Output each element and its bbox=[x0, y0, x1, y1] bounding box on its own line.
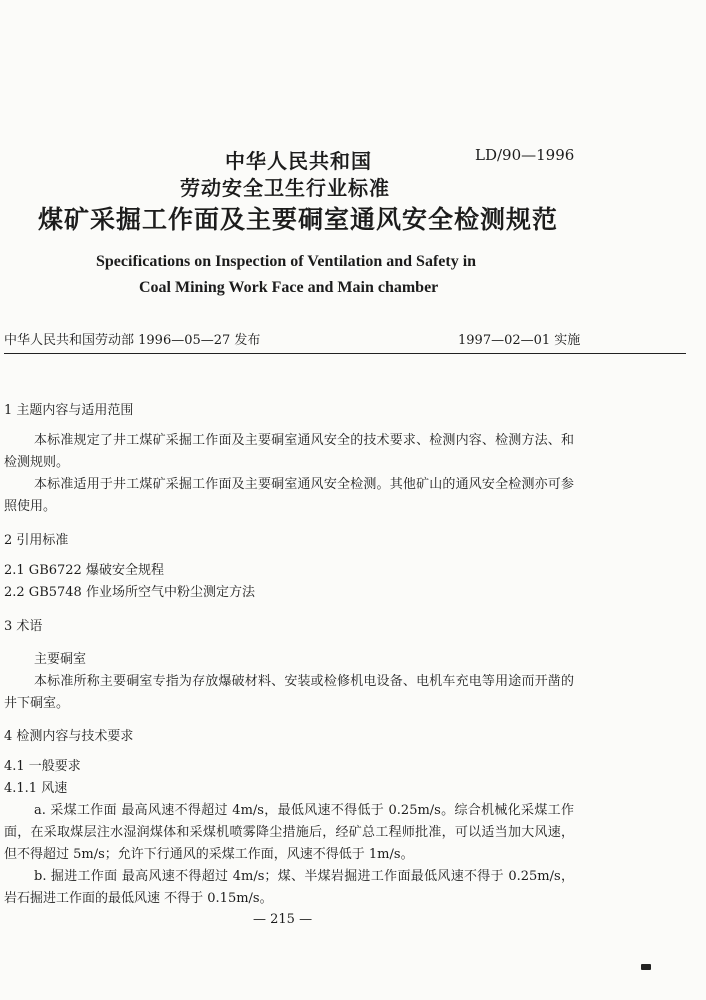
subsection-4-1: 4.1 一般要求 bbox=[4, 759, 81, 774]
requirement-b: b. 掘进工作面 最高风速不得超过 4m/s；煤、半煤岩掘进工作面最低风速不得于 0.25m/s，岩石掘进工作面的最低风速 不得于 0.15m/s。 bbox=[4, 869, 574, 906]
effective-date: 1997—02—01 实施 bbox=[458, 333, 581, 348]
section-4-heading: 4 检测内容与技术要求 bbox=[4, 729, 134, 744]
english-title-line-2: Coal Mining Work Face and Main chamber bbox=[139, 279, 439, 296]
term-definition: 本标准所称主要硐室专指为存放爆破材料、安装或检修机电设备、电机车充电等用途而开凿的井下硐室。 bbox=[4, 674, 574, 711]
section-3-heading: 3 术语 bbox=[4, 619, 43, 634]
title-line-1: 中华人民共和国 bbox=[225, 149, 372, 173]
english-title-line-1: Specifications on Inspection of Ventilation and Safety in bbox=[96, 253, 477, 270]
section-1-paragraph-1: 本标准规定了井工煤矿采掘工作面及主要硐室通风安全的技术要求、检测内容、检测方法、和检测规则。 bbox=[4, 433, 574, 470]
term-name: 主要硐室 bbox=[34, 652, 87, 667]
issue-date: 中华人民共和国劳动部 1996—05—27 发布 bbox=[4, 333, 261, 348]
header-divider bbox=[4, 353, 686, 354]
title-line-2: 劳动安全卫生行业标准 bbox=[180, 176, 390, 200]
page-number: — 215 — bbox=[253, 912, 313, 927]
standard-code: LD/90—1996 bbox=[475, 146, 575, 164]
reference-item-2: 2.2 GB5748 作业场所空气中粉尘测定方法 bbox=[4, 585, 255, 600]
subsection-4-1-1: 4.1.1 风速 bbox=[4, 781, 68, 796]
requirement-a: a. 采煤工作面 最高风速不得超过 4m/s，最低风速不得低于 0.25m/s。综合机械化采煤工作面，在采取煤层注水湿润煤体和采煤机喷雾降尘措施后，经矿总工程师批准，可以适当加大风速，但不得超过 5m/s；允许下行通风的采煤工作面，风速不得低于 1m/s。 bbox=[4, 803, 574, 862]
scan-mark bbox=[641, 964, 651, 970]
reference-item-1: 2.1 GB6722 爆破安全规程 bbox=[4, 563, 164, 578]
section-2-heading: 2 引用标准 bbox=[4, 533, 69, 548]
document-title: 煤矿采掘工作面及主要硐室通风安全检测规范 bbox=[38, 205, 559, 234]
section-1-paragraph-2: 本标准适用于井工煤矿采掘工作面及主要硐室通风安全检测。其他矿山的通风安全检测亦可参照使用。 bbox=[4, 477, 574, 514]
section-1-heading: 1 主题内容与适用范围 bbox=[4, 403, 134, 418]
